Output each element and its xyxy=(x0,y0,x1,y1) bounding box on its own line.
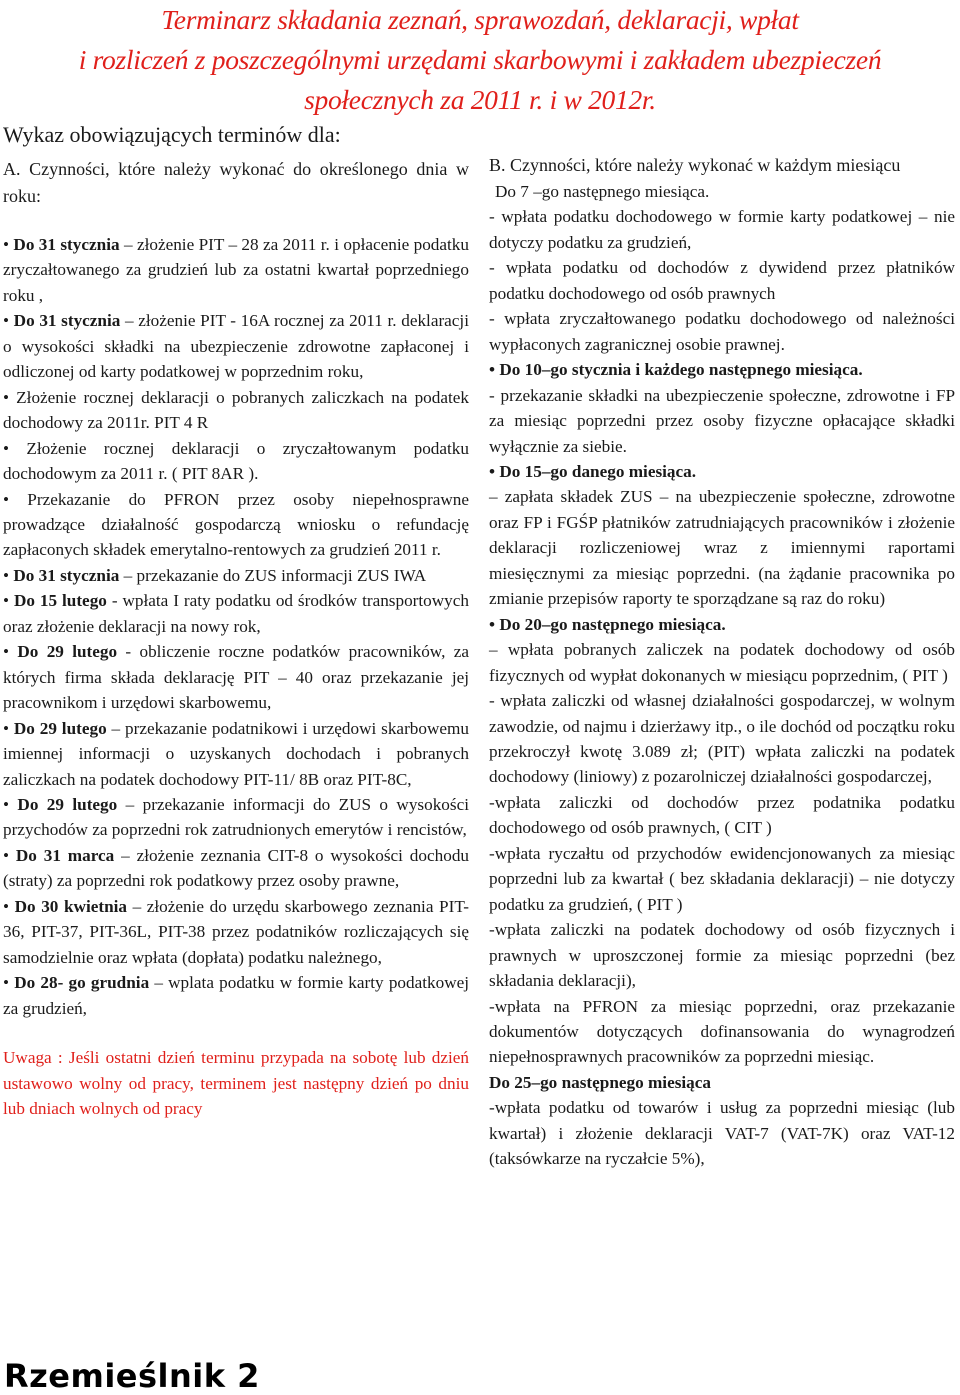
deadline-date: Do 31 stycznia xyxy=(13,311,121,331)
deadline-date: Do 29 lutego xyxy=(17,794,118,814)
list-item: -wpłata na PFRON za miesiąc poprzedni, oraz przekazanie dokumentów dotyczących dofinansowania do wynagrodzeń niepełnosprawnych pracowników za poprzedni miesiąc. xyxy=(489,996,955,1067)
deadline-text: – przekazanie informacji do ZUS o wysokości przychodów za poprzedni rok zatrudnionych emerytów i rencistów, xyxy=(3,794,469,840)
deadline-item xyxy=(3,792,469,843)
deadline-item xyxy=(3,970,469,1021)
deadline-date: Do 30 kwietnia xyxy=(14,896,127,916)
deadline-text: Złożenie rocznej deklaracji o zryczałtowanym podatku dochodowym za 2011 r. ( PIT 8AR ). xyxy=(3,438,469,484)
deadline-text: – złożenie zeznania CIT-8 o wysokości dochodu (straty) za poprzedni rok podatkowy przez osoby prawne, xyxy=(3,845,470,891)
deadline-date: Do 28- go grudnia xyxy=(14,973,150,993)
deadline-item xyxy=(3,563,469,588)
deadline-25-heading: Do 25–go następnego miesiąca xyxy=(489,1072,711,1092)
deadline-date: Do 15 lutego xyxy=(13,591,107,611)
deadline-25-text: -wpłata podatku od towarów i usług za poprzedni miesiąc (lub kwartał) i złożenie deklaracji VAT-7 (VAT-7K) oraz VAT-12 (taksówkarze na ryczałcie 5%), xyxy=(489,1098,955,1169)
deadline-15-text: – zapłata składek ZUS – na ubezpieczenie społeczne, zdrowotne oraz FP i FGŚP płatników zatrudniających pracowników i złożenie deklaracji rozliczeniowej wraz z imiennymi raportami miesięcznymi za miesiąc poprzedni. (na żądanie pracownika po zmianie przepisów raporty te sporządzane są raz do roku) xyxy=(489,487,955,609)
section-a-heading: A. Czynności, które należy wykonać do określonego dnia w roku: xyxy=(3,159,469,206)
deadline-item xyxy=(3,894,469,970)
list-heading: Wykaz obowiązujących terminów dla: xyxy=(3,122,341,147)
deadline-item xyxy=(3,232,469,308)
deadline-item xyxy=(3,308,469,384)
deadline-text: - wpłata I raty podatku od środków transportowych oraz złożenie deklaracji na nowy rok, xyxy=(3,591,469,636)
deadline-7-heading: Do 7 –go następnego miesiąca. xyxy=(495,182,710,201)
title-line-3: społecznych za 2011 r. i w 2012r. xyxy=(304,84,656,115)
deadline-text: – przekazanie podatnikowi i urzędowi skarbowemu imiennej informacji o uzyskanych dochodach i pobranych zaliczkach na podatek dochodowy PIT-11/ 8B oraz PIT-8C, xyxy=(3,718,469,789)
deadline-date: Do 29 lutego xyxy=(13,718,107,738)
list-item: - wpłata zaliczki od własnej działalności gospodarczej, w wolnym zawodzie, od najmu i dzierżawy itp., o ile dochód od początku roku przekroczył kwotę 3.089 zł; (PIT) wpłata zaliczki na podatek dochodowy (liniowy) z pozarolniczej działalności gospodarczej, xyxy=(489,691,955,787)
deadline-10-heading: • Do 10–go stycznia i każdego następnego miesiąca. xyxy=(489,357,955,382)
deadline-text: Przekazanie do PFRON przez osoby niepełnosprawne prowadzące działalność gospodarczą wniosku o refundację zapłaconych składek emerytalno-rentowych za grudzień 2011 r. xyxy=(3,489,469,560)
list-item: - wpłata podatku od dochodów z dywidend przez płatników podatku dochodowego od osób prawnych xyxy=(489,258,955,303)
footer-logo-text: Rzemieślnik 2 xyxy=(4,1357,260,1395)
list-item: – wpłata pobranych zaliczek na podatek dochodowy od osób fizycznych od wypłat dokonanych w miesiącu poprzednim, ( PIT ) xyxy=(489,640,955,685)
deadline-10-text: - przekazanie składki na ubezpieczenie społeczne, zdrowotne i FP za miesiąc poprzedni przez osoby fizyczne opłacające składki wyłącznie za siebie. xyxy=(489,385,955,456)
deadline-date: Do 31 marca xyxy=(15,845,115,865)
deadline-text: – złożenie PIT – 28 za 2011 r. i opłacenie podatku zryczałtowanego za grudzień lub za ostatni kwartał poprzedniego roku , xyxy=(3,235,469,305)
deadline-date: Do 31 stycznia xyxy=(13,565,120,585)
deadline-15-heading: • Do 15–go danego miesiąca. xyxy=(489,459,955,484)
deadline-text: – złożenie PIT - 16A rocznej za 2011 r. deklaracji o wysokości składki na ubezpieczenie zdrowotne zapłaconej i odliczonej od karty podatkowej w poprzednim roku, xyxy=(3,311,469,382)
deadline-item xyxy=(3,487,469,563)
deadline-20-list xyxy=(489,637,955,1070)
deadline-item xyxy=(3,716,469,792)
right-column xyxy=(489,152,955,1172)
document-title xyxy=(0,0,960,120)
deadline-date: Do 31 stycznia xyxy=(13,235,120,254)
deadline-item xyxy=(3,385,469,436)
deadline-text: – przekazanie do ZUS informacji ZUS IWA xyxy=(119,565,427,585)
list-item: - wpłata podatku dochodowego w formie karty podatkowej – nie dotyczy podatku za grudzień, xyxy=(489,207,955,252)
deadline-text: – złożenie do urzędu skarbowego zeznania PIT-36, PIT-37, PIT-36L, PIT-38 przez podatników rozliczających się samodzielnie oraz wpłata (dopłata) podatku należnego, xyxy=(3,896,469,967)
deadline-item xyxy=(3,843,469,894)
title-line-2: i rozliczeń z poszczególnymi urzędami skarbowymi i zakładem ubezpieczeń xyxy=(78,44,882,75)
deadline-date: Do 29 lutego xyxy=(17,642,118,662)
deadline-item xyxy=(3,436,469,487)
deadline-text: Złożenie rocznej deklaracji o pobranych zaliczkach na podatek dochodowy za 2011r. PIT 4 R xyxy=(3,387,469,433)
list-item: -wpłata zaliczki od dochodów przez podatnika podatku dochodowego od osób prawnych, ( CIT ) xyxy=(489,792,955,838)
section-b-heading: B. Czynności, które należy wykonać w każdym miesiącu xyxy=(489,155,901,175)
deadline-list xyxy=(3,232,469,1021)
list-item: -wpłata ryczałtu od przychodów ewidencjonowanych za miesiąc poprzedni lub za kwartał ( bez składania deklaracji) – nie dotyczy podatku za grudzień, ( PIT ) xyxy=(489,843,955,914)
list-item: -wpłata zaliczki na podatek dochodowy od osób fizycznych i prawnych w uproszczonej formie za miesiąc poprzedni (bez składania deklaracji), xyxy=(489,920,955,991)
deadline-20-heading: • Do 20–go następnego miesiąca. xyxy=(489,612,955,637)
deadline-text: – wplata podatku w formie karty podatkowej za grudzień, xyxy=(3,973,470,1018)
left-column xyxy=(3,120,469,1121)
deadline-item xyxy=(3,639,469,715)
note-text: Uwaga : Jeśli ostatni dzień terminu przypada na sobotę lub dzień ustawowo wolny od pracy, terminem jest następny dzień po dniu lub dniach wolnych od pracy xyxy=(3,1048,469,1118)
deadline-text: - obliczenie roczne podatków pracowników, za których firma składa deklarację PIT – 40 oraz przekazanie jej pracownikom i urzędowi skarbowemu, xyxy=(3,642,469,713)
deadline-7-list xyxy=(489,204,955,357)
list-item: - wpłata zryczałtowanego podatku dochodowego od należności wypłaconych zagranicznej osobie prawnej. xyxy=(489,309,955,354)
deadline-item xyxy=(3,588,469,639)
title-line-1: Terminarz składania zeznań, sprawozdań, deklaracji, wpłat xyxy=(161,4,799,35)
